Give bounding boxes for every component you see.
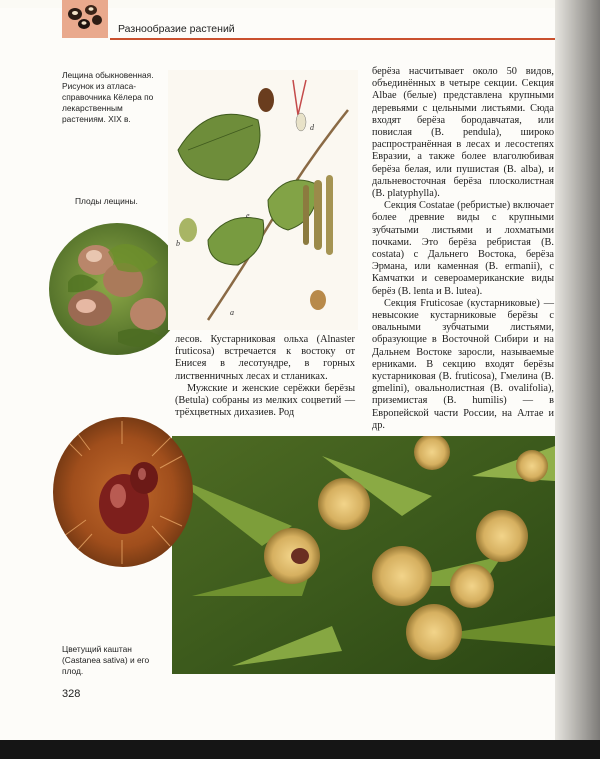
hazelnut-fruit-photo [48,222,186,357]
hazelnut-header-icon [62,0,108,38]
middle-paragraph-2: Мужские и женские серёжки берёзы (Betula) собраны из мелких соцветий — трёхцветных дихазиев. Род [175,382,355,419]
illustration-label-e: e [246,211,250,220]
right-paragraph-1: берёза насчитывает около 50 видов, объединённых в четыре секции. Секция Albae (белые) представлена крупными деревьями с цельными листьями. Сюда входят берёза бородавчатая, или повислая (B. pendula), широко распространённая в лесах и лесостепях Евразии, а также более влаголюбивая берёза белая, или пушистая (B. alba), и дальневосточная берёза плосколистная (B. platyphylla). [372,66,554,200]
right-text-column [372,66,554,432]
illustration-label-a: a [230,308,234,317]
right-paragraph-3: Секция Fruticosae (кустарниковые) — невысокие кустарниковые берёзы с овальными зубчатыми листьями, образующие в Восточной Сибири и на Дальнем Востоке заросли, называемые ерниками. В секцию входят берёзы кустарниковая (B. fruticosa), Гмелина (B. gmelini), овальнолистная (B. ovalifolia), приземистая (B. humilis) — в Европейской части России, на Алтае и др. [372,297,554,431]
hazel-illustration-caption: Лещина обыкновенная. Рисунок из атласа-справочника Кёлера по лекарственным растениям. XIX в. [62,70,154,124]
section-title: Разнообразие растений [118,23,235,35]
page-edge-shadow [555,0,600,740]
right-paragraph-2: Секция Costatae (ребристые) включает более древние виды с крупными зубчатыми листьями и лохматыми почками. Это берёза ребристая (B. costata) с Дальнего Востока, берёза Эрмана, или каменная (B. ermanii), с Камчатки и североамериканские виды берёз (B. lenta и B. lutea). [372,200,554,297]
header-rule [110,38,555,40]
chestnut-tree-photo [172,436,555,674]
illustration-label-b: b [176,239,180,248]
scan-bottom-edge [0,740,600,759]
illustration-label-d: d [310,123,314,132]
hazel-botanical-illustration [168,70,358,330]
middle-paragraph-1: лесов. Кустарниковая ольха (Alnaster fruticosa) встречается к востоку от Енисея в лесотундре, в горных лиственничных лесах и стланиках. [175,334,355,382]
page-number: 328 [62,688,81,700]
chestnut-caption: Цветущий каштан (Castanea sativa) и его плод. [62,644,150,676]
hazel-fruits-caption: Плоды лещины. [75,196,138,206]
chestnut-fruit-photo [52,416,194,568]
middle-text-column [175,334,355,419]
